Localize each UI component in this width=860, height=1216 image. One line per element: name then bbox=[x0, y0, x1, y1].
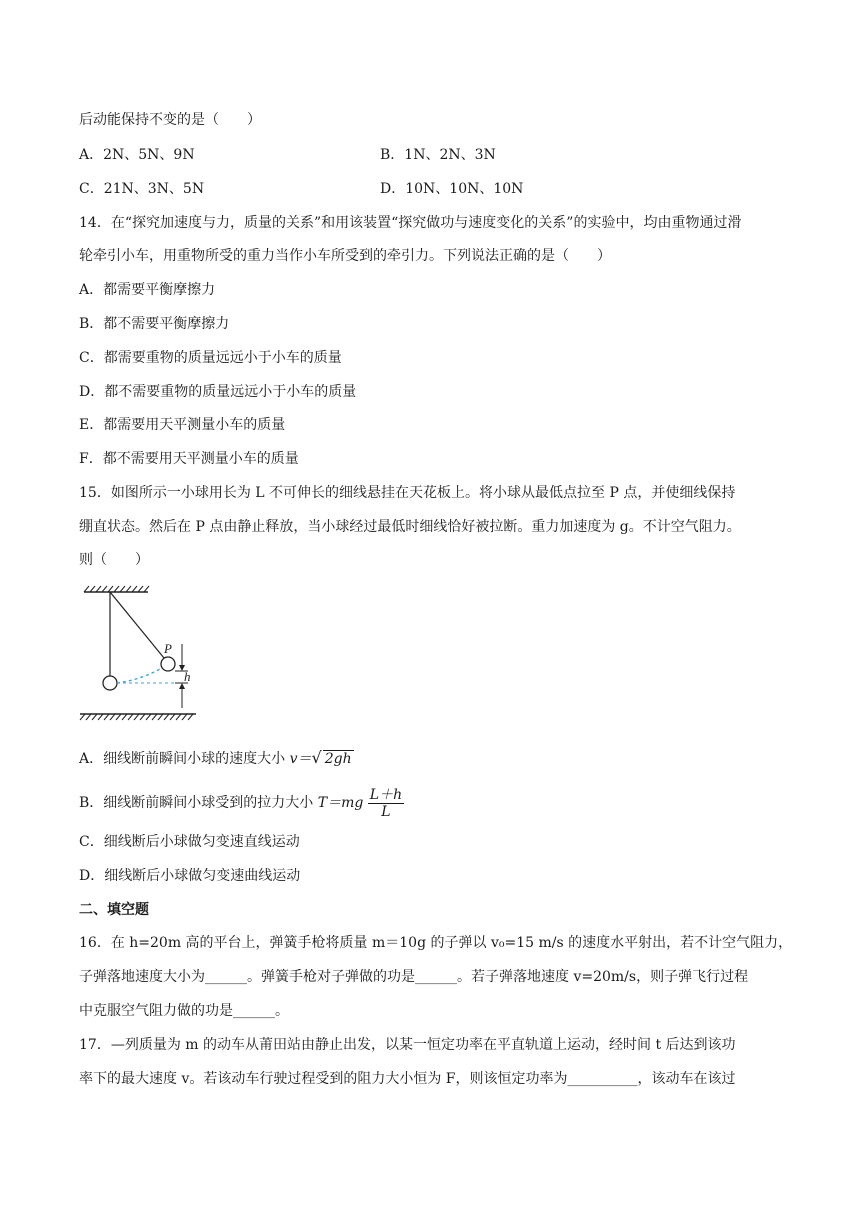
q14-stem-line2: 轮牵引小车，用重物所受的重力当作小车所受到的牵引力。下列说法正确的是（ ） bbox=[79, 248, 611, 264]
q15-option-c: C．细线断后小球做匀变速直线运动 bbox=[79, 834, 300, 850]
q14-option-a: A．都需要平衡摩擦力 bbox=[79, 282, 216, 298]
q15-stem-line3: 则（ ） bbox=[79, 552, 149, 568]
q16-stem-line1: 16．在 h=20m 高的平台上，弹簧手枪将质量 m＝10g 的子弹以 v₀=15 m/s 的速度水平射出，若不计空气阻力， bbox=[79, 935, 793, 951]
q14-option-b: B．都不需要平衡摩擦力 bbox=[79, 316, 230, 332]
diagonal-string bbox=[110, 592, 164, 658]
q15-option-a-lhs: v＝ bbox=[289, 751, 312, 767]
q14-option-e: E．都需要用天平测量小车的质量 bbox=[79, 417, 286, 433]
ceiling-hatch bbox=[84, 586, 149, 592]
fraction-denominator: L bbox=[381, 803, 391, 820]
q15-option-b-fraction bbox=[368, 787, 404, 820]
q13-stem-tail: 后动能保持不变的是（ ） bbox=[79, 112, 261, 128]
q13-option-c: C．21N、3N、5N bbox=[79, 181, 205, 197]
q14-option-f: F．都不需要用天平测量小车的质量 bbox=[79, 451, 299, 467]
q15-option-b-text: B．细线断前瞬间小球受到的拉力大小 bbox=[79, 795, 314, 811]
fraction-numerator: L＋h bbox=[369, 786, 403, 803]
q17-stem-line2: 率下的最大速度 v。若该动车行驶过程受到的阻力大小恒为 F，则该恒定功率为__________，该动车在该过 bbox=[79, 1071, 736, 1087]
q15-option-a-text: A．细线断前瞬间小球的速度大小 bbox=[79, 751, 286, 767]
q13-option-a: A．2N、5N、9N bbox=[79, 147, 195, 163]
q15-option-a-radicand: 2gh bbox=[324, 751, 352, 767]
q15-option-b-lhs: T＝mg bbox=[317, 795, 364, 811]
q14-option-c: C．都需要重物的质量远远小于小车的质量 bbox=[79, 350, 342, 366]
swing-path bbox=[117, 668, 162, 683]
q15-stem-line1: 15．如图所示一小球用长为 L 不可伸长的细线悬挂在天花板上。将小球从最低点拉至 P 点，并使细线保持 bbox=[79, 485, 736, 501]
q16-stem-line3: 中克服空气阻力做的功是______。 bbox=[79, 1003, 289, 1019]
q15-option-d: D．细线断后小球做匀变速曲线运动 bbox=[79, 868, 301, 884]
label-p: P bbox=[164, 641, 172, 656]
q16-stem-line2: 子弹落地速度大小为______。弹簧手枪对子弹做的功是______。若子弹落地速度 v=20m/s，则子弹飞行过程 bbox=[79, 969, 749, 985]
q13-option-d: D．10N、10N、10N bbox=[380, 181, 524, 197]
q17-stem-line1: 17．—列质量为 m 的动车从莆田站由静止出发，以某一恒定功率在平直轨道上运动，经时间 t 后达到该功 bbox=[79, 1037, 736, 1053]
q15-option-b bbox=[79, 786, 404, 820]
q15-option-a: A．细线断前瞬间小球的速度大小 v＝√ 2gh bbox=[79, 748, 352, 767]
q14-stem-line1: 14．在“探究加速度与力，质量的关系”和用该装置“探究做功与速度变化的关系”的实验中，均由重物通过滑 bbox=[79, 215, 742, 231]
q13-option-b: B．1N、2N、3N bbox=[380, 147, 496, 163]
ball-at-p bbox=[161, 657, 175, 671]
q15-stem-line2: 绷直状态。然后在 P 点由静止释放，当小球经过最低时细线恰好被拉断。重力加速度为 g。不计空气阻力。 bbox=[79, 519, 741, 535]
ball-lowest bbox=[103, 676, 117, 690]
section-heading: 二、填空题 bbox=[79, 902, 149, 918]
label-h: h bbox=[184, 669, 191, 684]
floor-hatch bbox=[80, 714, 193, 720]
pendulum-figure bbox=[76, 584, 206, 726]
q14-option-d: D．都不需要重物的质量远远小于小车的质量 bbox=[79, 384, 357, 400]
